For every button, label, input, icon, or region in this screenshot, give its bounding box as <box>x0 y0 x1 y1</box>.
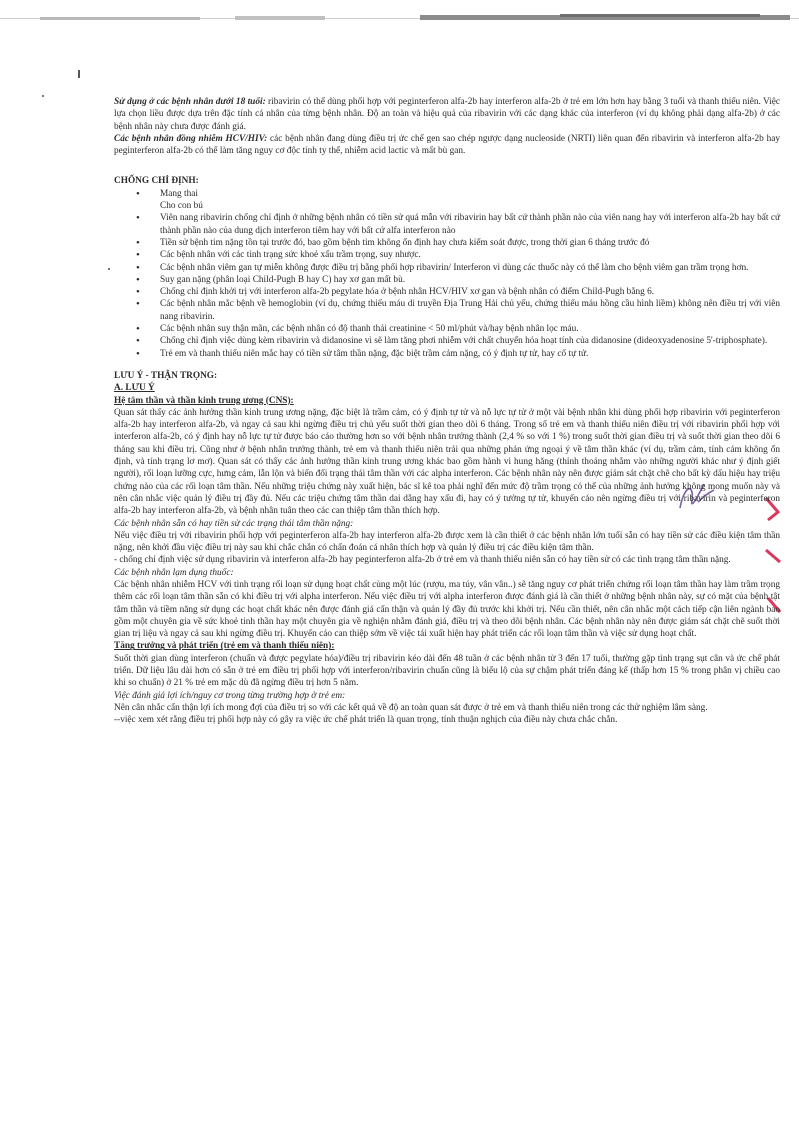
preexisting-text-2: - chống chỉ định việc sử dụng ribavirin và interferon alfa-2b hay peginterferon alfa-2b ở trẻ em và thanh thiếu niên sẵn có hay tiền sử có các tình trạng tâm thần nặng. <box>114 555 731 566</box>
coinfection-paragraph <box>114 133 780 158</box>
preexisting-title: Các bệnh nhân sẵn có hay tiền sử các trạng thái tâm thần nặng: <box>114 518 354 529</box>
scan-speck <box>78 70 80 78</box>
abuse-title: Các bệnh nhân lạm dụng thuốc: <box>114 567 234 578</box>
evaluation-title: Việc đánh giá lợi ích/nguy cơ trong từng trường hợp ở trẻ em: <box>114 690 346 701</box>
pediatric-use-text: ribavirin có thể dùng phối hợp với peginterferon alfa-2b hay interferon alfa-2b ở trẻ em lớn hơn hay bằng 3 tuổi và thanh thiếu niên. Việc lựa chọn liều được dựa trên đặc tính cá nhân của từng bệnh nhân. Độ an toàn và hiệu quả của ribavirin với các dạng khác của interferon (ví dụ không phải dạng alfa-2b) ở các bệnh nhân này chưa được đánh giá. <box>114 97 780 132</box>
evaluation-text-2: --việc xem xét rằng điều trị phối hợp này có gây ra việc ức chế phát triển là quan trọng, tính thuận nghịch của điều này chưa chắc chắn. <box>114 715 618 726</box>
list-item: • Trẻ em và thanh thiếu niên mắc hay có tiền sử tâm thần nặng, đặc biệt trầm cảm nặng, có ý định tự tử, hay cố tự tử. <box>160 348 780 360</box>
list-item: • Các bệnh nhân suy thận mãn, các bệnh nhân có độ thanh thải creatinine < 50 ml/phút và/hay bệnh nhân lọc máu. <box>160 323 780 335</box>
pediatric-use-paragraph <box>114 96 780 133</box>
cns-title: Hệ tâm thần và thần kinh trung ương (CNS): <box>114 395 294 406</box>
list-item: • Tiền sử bệnh tim nặng tồn tại trước đó, bao gồm bệnh tim không ổn định hay chưa kiểm soát được, trong thời gian 6 tháng trước đó <box>160 237 780 249</box>
warnings-heading: LƯU Ý - THẬN TRỌNG: <box>114 370 218 381</box>
growth-title: Tăng trưởng và phát triển (trẻ em và thanh thiếu niên): <box>114 641 335 652</box>
list-item: • Chống chỉ định việc dùng kèm ribavirin và didanosine vì sẽ làm tăng phơi nhiễm với chất chuyển hóa hoạt tính của didanosine (dideoxyadenosine 5'-triphosphate). <box>160 335 780 347</box>
list-item: • Các bệnh nhân mắc bệnh về hemoglobin (ví dụ, chứng thiếu máu di truyền Địa Trung Hải chủ yếu, chứng thiếu máu hồng cầu hình liềm) không nên điều trị với viên nang ribavirin. <box>160 298 780 323</box>
abuse-text: Các bệnh nhân nhiễm HCV với tình trạng rối loạn sử dụng hoạt chất cùng một lúc (rượu, ma túy, vân vân..) sẽ tăng nguy cơ phát triển chứng rối loạn tâm thần hay làm trầm trọng thêm các rối loạn tâm thần sẵn có khi điều trị với alpha interferon. Nếu việc điều trị với alpha interferon được đánh giá là cần thiết ở những bệnh nhân này, sự có mặt của bệnh tật tâm thần và tiềm năng sử dụng các hoạt chất khác nên được đánh giá cẩn thận và quản lý đầy đủ trước khi khởi trị. Nếu cần thiết, nên cân nhắc một cách tiếp cận liên ngành bao gồm một chuyên gia về sức khoẻ tinh thần hay một chuyên gia về nghiện nhằm đánh giá, điều trị và theo dõi bệnh nhân. Các bệnh nhân này nên được giám sát chặt chẽ suốt thời gian trị liệu và ngay cả sau khi ngừng điều trị. Khuyến cáo can thiệp sớm về việc tái xuất hiện hay phát triển các rối loạn tâm thần và việc sử dụng hoạt chất. <box>114 579 780 640</box>
scan-speck <box>108 268 110 270</box>
list-item: • Suy gan nặng (phân loại Child-Pugh B hay C) hay xơ gan mất bù. <box>160 274 780 286</box>
evaluation-text: Nên cân nhắc cẩn thận lợi ích mong đợi của điều trị so với các kết quả về độ an toàn quan sát được ở trẻ em và thanh thiếu niên trong các thử nghiệm lâm sàng. <box>114 702 708 713</box>
coinfection-text: các bệnh nhân đang dùng điều trị ức chế gen sao chép ngược dạng nucleoside (NRTI) liên quan đến ribavirin và interferon alfa-2b hay peginterferon alfa-2b có thể làm tăng nguy cơ độc tính ty thể, nhiễm acid lactic và mất bù gan. <box>114 133 780 157</box>
pediatric-use-lead: Sử dụng ở các bệnh nhân dưới 18 tuổi: <box>114 97 266 107</box>
document-body <box>114 96 780 727</box>
contraindications-heading: CHỐNG CHỈ ĐỊNH: <box>114 176 199 187</box>
warnings-subheading: A. LƯU Ý <box>114 383 155 394</box>
list-item: • Các bệnh nhân với các tình trạng sức khoẻ xấu trầm trọng, suy nhược. <box>160 249 780 261</box>
list-item: • Mang thai Cho con bú <box>160 188 780 213</box>
list-item: • Các bệnh nhân viêm gan tự miễn không được điều trị bằng phối hợp ribavirin/ Interferon vì dùng các thuốc này có thể làm cho bệnh viêm gan trầm trọng hơn. <box>160 262 780 274</box>
preexisting-text: Nếu việc điều trị với ribavirin phối hợp với peginterferon alfa-2b hay interferon alfa-2b được xem là cần thiết ở các bệnh nhân lớn tuổi sẵn có hay tiền sử các điều kiện tâm thần nặng, nên khởi đầu việc điều trị này sau khi chắc chắn có chẩn đoán cá nhân thích hợp và quản lý điều trị các điều kiện tâm thần. <box>114 530 780 554</box>
scan-speck <box>42 95 44 97</box>
cns-text: Quan sát thấy các ảnh hưởng thần kinh trung ương nặng, đặc biệt là trầm cảm, có ý định tự tử và nỗ lực tự tử ở một vài bệnh nhân khi dùng phối hợp ribavirin với peginterferon alfa-2b hay interferon alfa-2b, và ngay cả sau khi ngừng điều trị chủ yếu suốt thời gian theo dõi 6 tháng. Trong số trẻ em và thanh thiếu niên điều trị với ribavirin phối hợp với interferon alfa-2b, có ý định hay nỗ lực tự tử được báo cáo thường hơn so với bệnh nhân trưởng thành (2,4 % so với 1 %) trong suốt thời gian điều trị và suốt thời gian theo dõi 6 tháng sau khi điều trị. Cũng như ở bệnh nhân trưởng thành, trẻ em và thanh thiếu niên trải qua những phản ứng ngoại ý về tâm thần khác (ví dụ, trầm cảm, tính cảm không ổn định, và tính trạng lơ mơ). Quan sát có thấy các ảnh hưởng thần kinh trung ương khác bao gồm hành vi hung hăng (thỉnh thoảng nhắm vào những người khác như ý định giết người), rối loạn lưỡng cực, hưng cảm, lẫn lộn và biến đổi trạng thái tâm thần với các alpha interferon. Các bệnh nhân này nên được giám sát chặt chẽ cho bất kỳ dấu hiệu hay triệu chứng nào của các rối loạn tâm thần. Nếu những triệu chứng này xuất hiện, bác sĩ kê toa phải nghĩ đến mức độ trầm trọng có thể của những ảnh hưởng không mong muốn này và nên cân nhắc việc quản lý điều trị đầy đủ. Nếu các triệu chứng tâm thần dai dẳng hay xấu đi, hay có ý tưởng tự tử, khuyến cáo nên ngừng điều trị với ribavirin và peginterferon alfa-2b hay interferon alfa-2b, và bệnh nhân tuân theo các can thiệp tâm thần thích hợp. <box>114 407 780 517</box>
list-item: • Viên nang ribavirin chống chỉ định ở những bệnh nhân có tiền sử quá mẫn với ribavirin hay bất cứ thành phần nào của viên nang hay với interferon alfa-2b hay bất cứ thành phần nào của dung dịch interferon tiêm hay với bất cứ alfa interferon nào <box>160 212 780 237</box>
growth-text: Suốt thời gian dùng interferon (chuẩn và được pegylate hóa)/điều trị ribavirin kéo dài đến 48 tuần ở các bệnh nhân từ 3 đến 17 tuổi, thường gặp tình trạng sụt cân và ức chế phát triển. Dữ liệu lâu dài hơn có sẵn ở trẻ em điều trị phối hợp với interferon/ribavirin chuẩn cũng là biểu lộ của sự chậm phát triển đáng kể (thấp hơn 15 % trong phân vị chiều cao khi so chuẩn) ở 21 % trẻ em mặc dù đã ngừng điều trị hơn 5 năm. <box>114 653 780 689</box>
list-subitem: Cho con bú <box>160 201 203 212</box>
coinfection-lead: Các bệnh nhân đồng nhiễm HCV/HIV: <box>114 133 268 144</box>
list-item: • Chống chỉ định khởi trị với interferon alfa-2b pegylate hóa ở bệnh nhân HCV/HIV xơ gan và bệnh nhân có điểm Child-Pugh bằng 6. <box>160 286 780 298</box>
contraindications-list <box>114 188 780 360</box>
scan-header-strip <box>0 14 799 24</box>
